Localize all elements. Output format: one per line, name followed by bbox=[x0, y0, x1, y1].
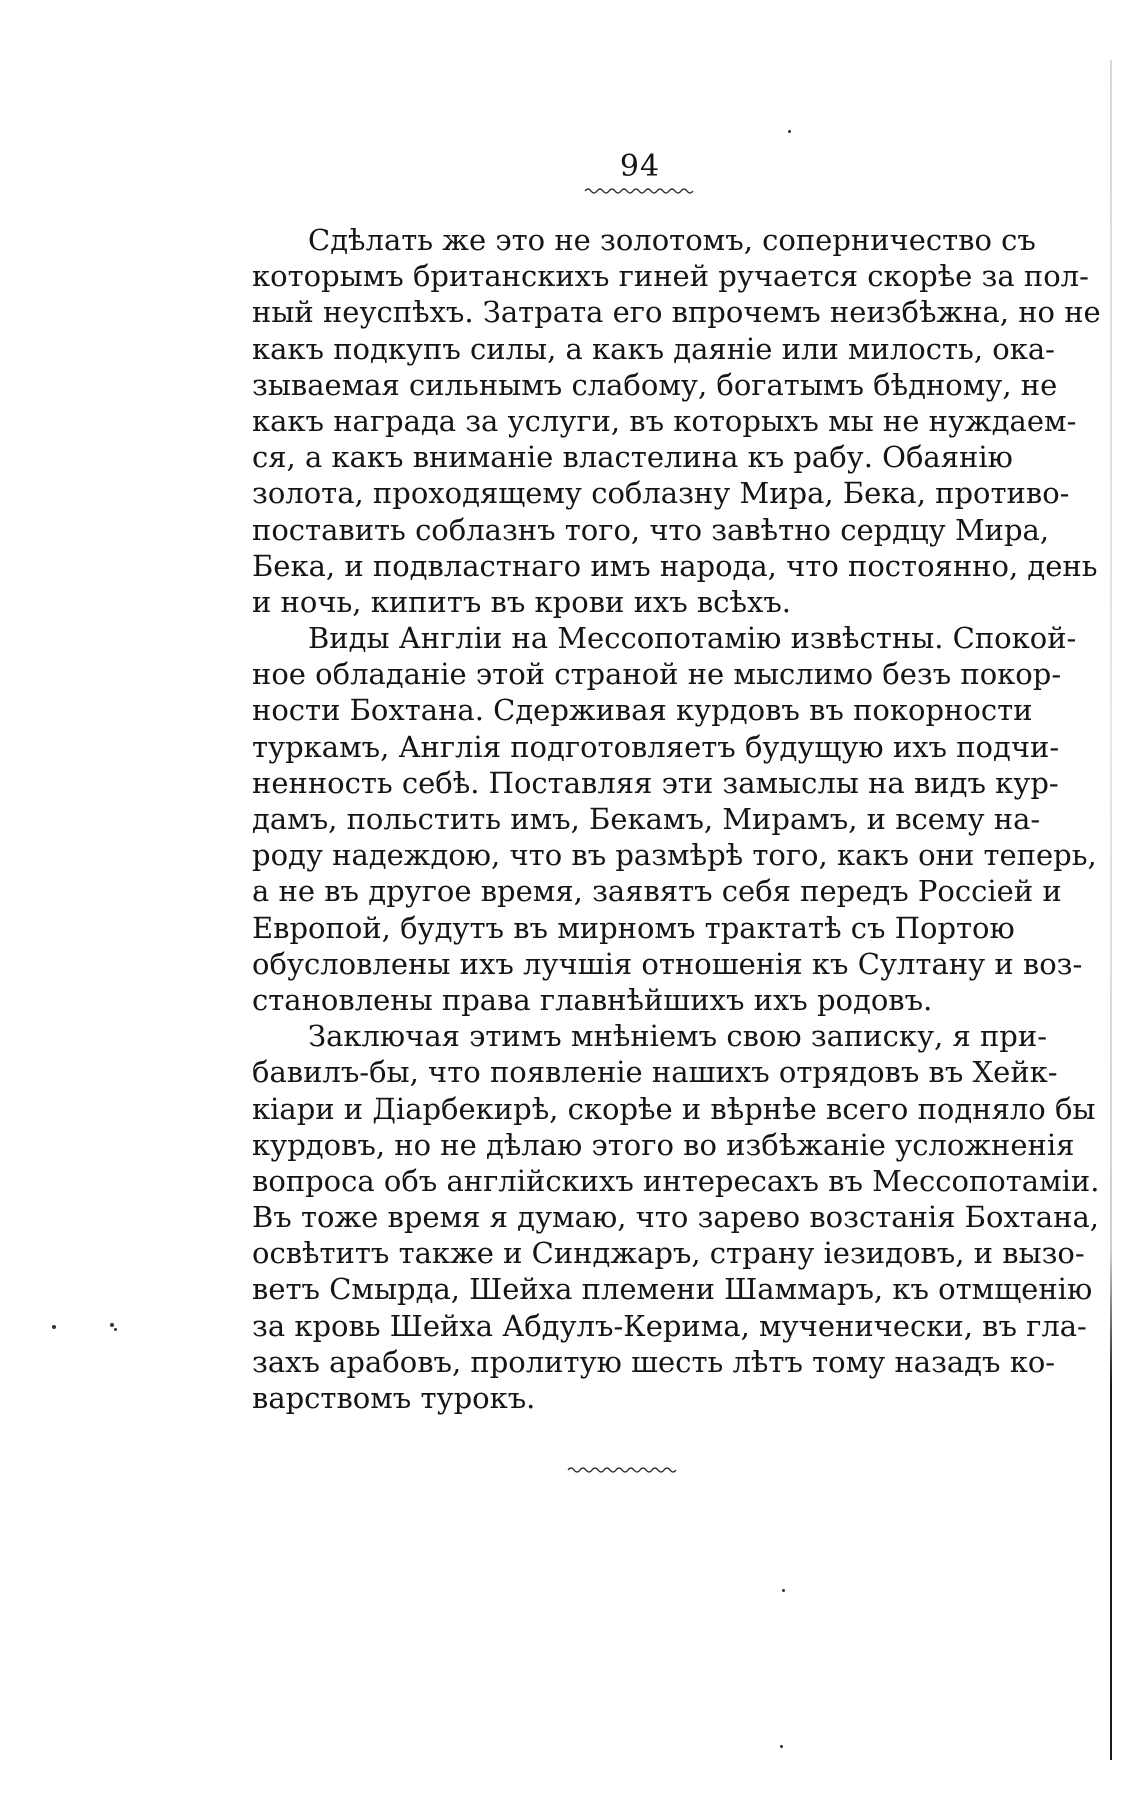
text-line: и ночь, кипитъ въ крови ихъ всѣхъ. bbox=[252, 584, 792, 619]
text-line: Въ тоже время я думаю, что зарево возстанія Бохтана, bbox=[252, 1200, 1099, 1235]
text-line: Виды Англіи на Мессопотамію извѣстны. Спокой- bbox=[308, 621, 1077, 656]
text-line: бавилъ-бы, что появленіе нашихъ отрядовъ въ Хейк- bbox=[252, 1055, 1058, 1090]
text-line: ный неуспѣхъ. Затрата его впрочемъ неизбѣжна, но не bbox=[252, 295, 1101, 330]
text-line: захъ арабовъ, пролитую шесть лѣтъ тому назадъ ко- bbox=[252, 1344, 1056, 1379]
text-line: Бека, и подвластнаго имъ народа, что постоянно, день bbox=[252, 548, 1098, 583]
page-edge-line bbox=[1110, 60, 1112, 1760]
text-line: ненность себѣ. Поставляя эти замыслы на видъ кур- bbox=[252, 765, 1059, 800]
body-text bbox=[252, 222, 1101, 1416]
paragraph bbox=[252, 1018, 1100, 1416]
text-line: освѣтитъ также и Синджаръ, страну іезидовъ, и вызо- bbox=[252, 1236, 1085, 1271]
text-line: ветъ Смырда, Шейха племени Шаммаръ, къ отмщенію bbox=[252, 1272, 1093, 1307]
wavy-rule-top bbox=[585, 186, 695, 196]
text-line: зываемая сильнымъ слабому, богатымъ бѣдному, не bbox=[252, 367, 1058, 402]
text-line: Заключая этимъ мнѣніемъ свою записку, я при- bbox=[308, 1019, 1047, 1054]
text-line: становлены права главнѣйшихъ ихъ родовъ. bbox=[252, 982, 933, 1017]
text-line: дамъ, польстить имъ, Бекамъ, Мирамъ, и всему на- bbox=[252, 802, 1041, 836]
paragraph bbox=[252, 222, 1101, 620]
text-line: а не въ другое время, заявятъ себя передъ Россіей и bbox=[252, 874, 1062, 909]
text-line: золота, проходящему соблазну Мира, Бека, противо- bbox=[252, 476, 1070, 511]
text-line: курдовъ, но не дѣлаю этого во избѣжаніе усложненія bbox=[252, 1127, 1075, 1162]
text-line: ности Бохтана. Сдерживая курдовъ въ покорности bbox=[252, 693, 1033, 728]
text-line: Сдѣлать же это не золотомъ, соперничество съ bbox=[308, 223, 1036, 257]
scan-speck bbox=[52, 1325, 56, 1329]
text-line: варствомъ турокъ. bbox=[252, 1381, 536, 1415]
scan-speck bbox=[110, 1323, 114, 1327]
text-line: Европой, будутъ въ мирномъ трактатѣ съ Портою bbox=[252, 910, 1015, 945]
text-line: поставить соблазнъ того, что завѣтно сердцу Мира, bbox=[252, 512, 1050, 547]
wavy-rule-bottom bbox=[568, 1465, 678, 1475]
paragraph bbox=[252, 620, 1097, 1018]
text-line: ное обладаніе этой страной не мыслимо безъ покор- bbox=[252, 657, 1062, 692]
text-line: ся, а какъ вниманіе властелина къ рабу. Обаянію bbox=[252, 440, 1013, 475]
scan-speck bbox=[782, 1589, 785, 1592]
text-line: вопроса объ англійскихъ интересахъ въ Мессопотаміи. bbox=[252, 1163, 1100, 1198]
text-line: роду надеждою, что въ размѣрѣ того, какъ они теперь, bbox=[252, 838, 1097, 873]
text-line: за кровь Шейха Абдулъ-Керима, мученически, въ гла- bbox=[252, 1308, 1087, 1343]
page-number: 94 bbox=[619, 149, 661, 184]
text-line: какъ подкупъ силы, а какъ даяніе или милость, ока- bbox=[252, 331, 1055, 366]
text-line: какъ награда за услуги, въ которыхъ мы не нуждаем- bbox=[252, 403, 1077, 438]
scan-speck bbox=[788, 130, 791, 133]
text-line: кіари и Діарбекирѣ, скорѣе и вѣрнѣе всего подняло бы bbox=[252, 1091, 1096, 1126]
text-line: туркамъ, Англія подготовляетъ будущую ихъ подчи- bbox=[252, 729, 1060, 764]
scan-speck bbox=[780, 1745, 783, 1748]
scan-speck bbox=[114, 1328, 117, 1331]
text-line: которымъ британскихъ гиней ручается скорѣе за пол- bbox=[252, 259, 1089, 294]
text-line: обусловлены ихъ лучшія отношенія къ Султану и воз- bbox=[252, 946, 1083, 981]
